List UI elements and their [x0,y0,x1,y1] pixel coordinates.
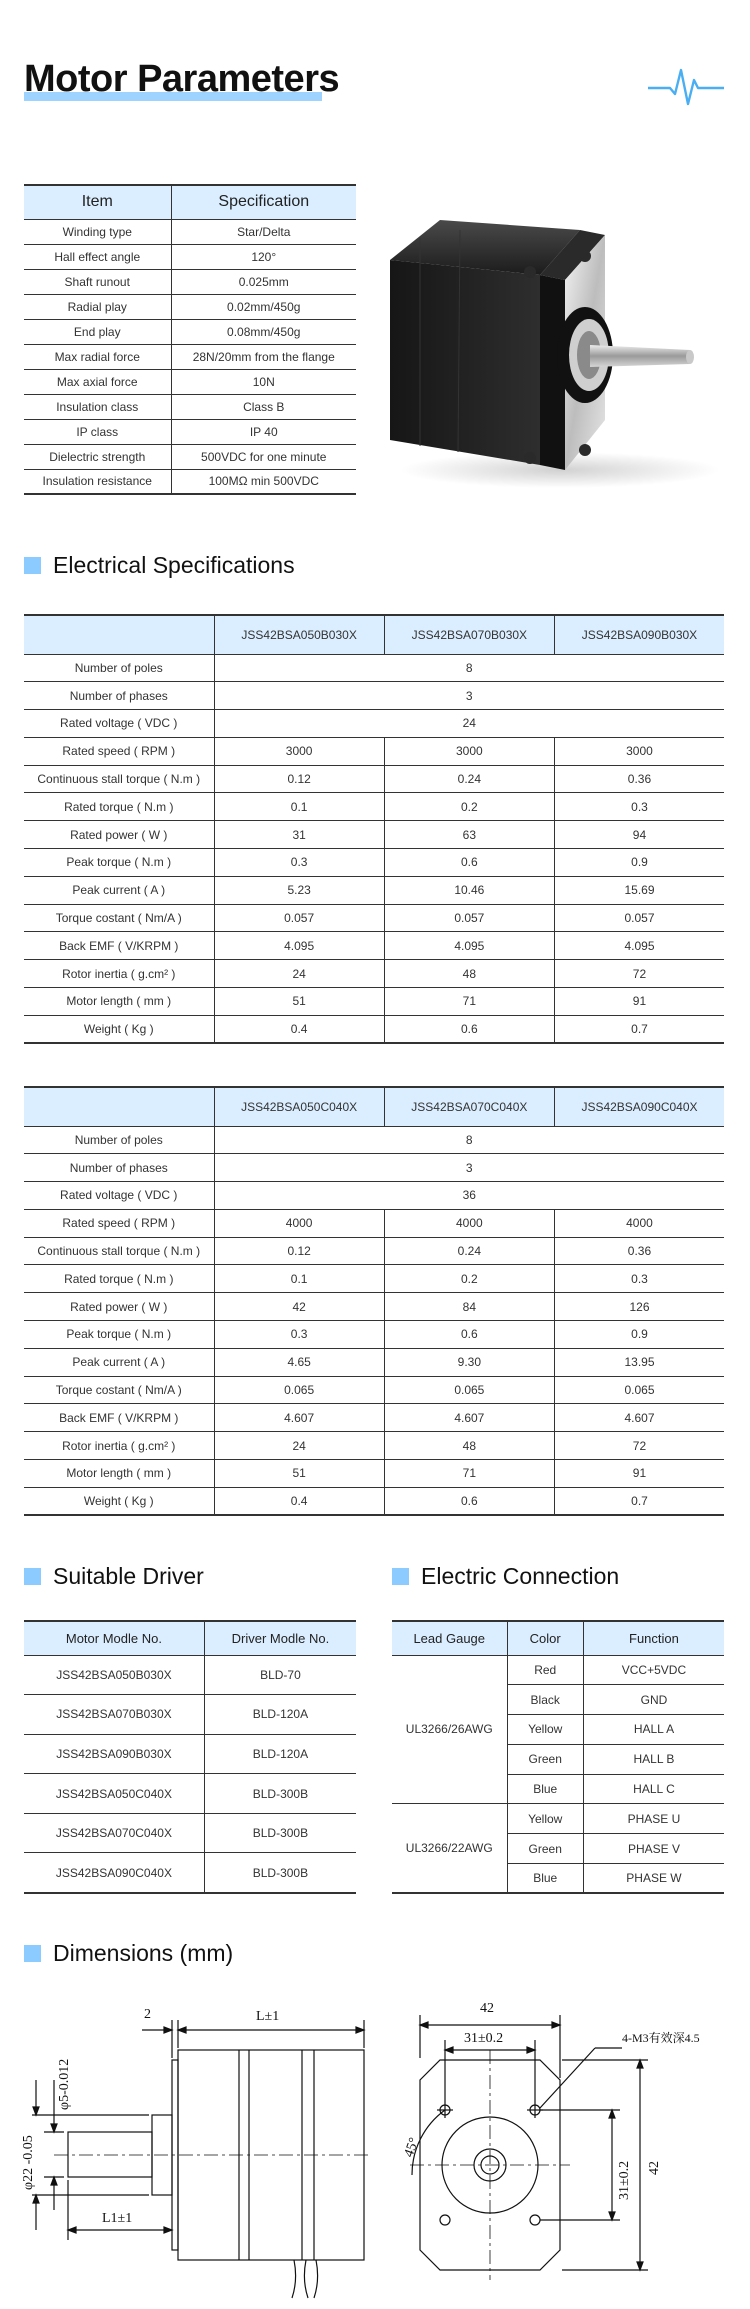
spec-value: 4000 [554,1209,724,1237]
spec-value: 126 [554,1293,724,1321]
motor-model: JSS42BSA070B030X [24,1695,204,1735]
parameter-row [24,444,356,469]
spec-label: Rated voltage ( VDC ) [24,1182,214,1210]
motor-model: JSS42BSA050B030X [24,1655,204,1695]
driver-model: BLD-300B [204,1853,356,1893]
spec-row [24,849,724,877]
motor-model: JSS42BSA090C040X [24,1853,204,1893]
spec-value: 4000 [214,1209,384,1237]
dim-boss-diameter: φ22 -0.05 [21,2135,36,2190]
spec-value: 24 [214,710,724,738]
heading-marker [24,1945,41,1962]
spec-row [24,1237,724,1265]
spec-value: 0.24 [384,765,554,793]
wire-function: HALL C [583,1774,724,1804]
wire-color: Green [507,1834,583,1864]
spec-row [24,1487,724,1515]
spec-label: Rated torque ( N.m ) [24,793,214,821]
spec-value: 4.607 [214,1404,384,1432]
spec-value: 0.24 [384,1237,554,1265]
column-header-driver-model: Driver Modle No. [204,1621,356,1655]
electrical-spec-table-b030x [24,614,724,1044]
dim-shaft-length: L1±1 [102,2211,133,2226]
spec-label: Number of phases [24,682,214,710]
dim-length: L±1 [256,2009,280,2024]
spec-value: 48 [384,960,554,988]
spec-label: Peak torque ( N.m ) [24,849,214,877]
spec-label: Rated voltage ( VDC ) [24,710,214,738]
spec-row [24,988,724,1016]
wire-function: PHASE W [583,1864,724,1894]
column-header-item: Item [24,185,171,219]
parameter-row [24,319,356,344]
spec-value: 0.9 [554,1321,724,1349]
spec-row [24,960,724,988]
spec-value: 42 [214,1293,384,1321]
spec-label: Continuous stall torque ( N.m ) [24,1237,214,1265]
spec-value: 0.4 [214,1487,384,1515]
wire-function: HALL A [583,1715,724,1745]
wire-function: PHASE V [583,1834,724,1864]
parameter-spec: 28N/20mm from the flange [171,344,356,369]
spec-row [24,793,724,821]
spec-value: 0.3 [554,1265,724,1293]
connection-row [392,1804,724,1834]
spec-value: 0.6 [384,849,554,877]
model-header: JSS42BSA070C040X [384,1087,554,1126]
driver-row [24,1655,356,1695]
spec-value: 3 [214,1154,724,1182]
parameter-spec: 0.02mm/450g [171,294,356,319]
empty-header-cell [24,1087,214,1126]
motor-parameters-table [24,184,356,495]
spec-value: 4.65 [214,1348,384,1376]
driver-model: BLD-120A [204,1695,356,1735]
electrical-specifications-heading [24,552,295,579]
spec-value: 4000 [384,1209,554,1237]
parameter-row [24,269,356,294]
wire-function: GND [583,1685,724,1715]
motor-model: JSS42BSA090B030X [24,1734,204,1774]
parameter-item: Max axial force [24,369,171,394]
heading-marker [392,1568,409,1585]
dim-hole-spacing: 31±0.2 [464,2031,504,2046]
spec-row [24,876,724,904]
parameter-item: Shaft runout [24,269,171,294]
side-view-drawing [21,1990,374,2295]
spec-value: 91 [554,988,724,1016]
spec-value: 0.2 [384,793,554,821]
parameter-row [24,344,356,369]
model-header: JSS42BSA050C040X [214,1087,384,1126]
driver-row [24,1695,356,1735]
spec-label: Peak torque ( N.m ) [24,1321,214,1349]
spec-value: 0.1 [214,793,384,821]
spec-value: 0.6 [384,1487,554,1515]
parameter-spec: Class B [171,394,356,419]
suitable-driver-heading [24,1563,204,1590]
column-header-specification: Specification [171,185,356,219]
spec-value: 84 [384,1293,554,1321]
heading-marker [24,1568,41,1585]
wire-color: Yellow [507,1804,583,1834]
spec-value: 0.12 [214,1237,384,1265]
spec-value: 0.3 [214,849,384,877]
parameter-spec: 500VDC for one minute [171,444,356,469]
spec-label: Motor length ( mm ) [24,988,214,1016]
spec-value: 0.057 [554,904,724,932]
spec-value: 0.6 [384,1015,554,1043]
parameter-row [24,419,356,444]
electrical-spec-table-c040x [24,1086,724,1516]
driver-row [24,1853,356,1893]
driver-row [24,1813,356,1853]
spec-value: 48 [384,1432,554,1460]
spec-value: 72 [554,1432,724,1460]
suitable-driver-table [24,1620,356,1894]
parameter-row [24,244,356,269]
spec-value: 0.1 [214,1265,384,1293]
spec-row [24,1376,724,1404]
spec-value: 10.46 [384,876,554,904]
spec-row [24,1154,724,1182]
spec-value: 0.057 [384,904,554,932]
spec-row [24,1293,724,1321]
dim-angle: 45° [401,2135,423,2160]
parameter-item: Max radial force [24,344,171,369]
parameter-item: Hall effect angle [24,244,171,269]
parameter-spec: 0.025mm [171,269,356,294]
driver-row [24,1734,356,1774]
spec-value: 4.095 [384,932,554,960]
heading-text: Dimensions (mm) [53,1940,234,1966]
spec-value: 72 [554,960,724,988]
driver-row [24,1774,356,1814]
parameter-spec: 10N [171,369,356,394]
spec-label: Rated torque ( N.m ) [24,1265,214,1293]
dim-mounting-holes: 4-M3有效深4.5 [622,2031,700,2045]
heading-text: Electrical Specifications [53,552,295,578]
electric-connection-table [392,1620,724,1894]
dim-height: 42 [647,2161,662,2175]
spec-label: Number of phases [24,1154,214,1182]
wire-color: Black [507,1685,583,1715]
parameter-spec: 100MΩ min 500VDC [171,469,356,494]
spec-label: Torque costant ( Nm/A ) [24,1376,214,1404]
spec-value: 94 [554,821,724,849]
driver-model: BLD-300B [204,1774,356,1814]
driver-model: BLD-300B [204,1813,356,1853]
dim-shaft-diameter: φ5-0.012 [57,2058,72,2110]
spec-value: 36 [214,1182,724,1210]
dim-flange-thickness: 2 [144,2007,151,2022]
dimensions-heading [24,1940,233,1967]
spec-row [24,1432,724,1460]
parameter-spec: Star/Delta [171,219,356,244]
heading-text: Electric Connection [421,1563,620,1589]
spec-value: 0.7 [554,1015,724,1043]
spec-row [24,1460,724,1488]
spec-value: 0.12 [214,765,384,793]
spec-value: 3 [214,682,724,710]
empty-header-cell [24,615,214,654]
spec-row [24,1182,724,1210]
spec-value: 71 [384,988,554,1016]
spec-row [24,1321,724,1349]
column-header-motor-model: Motor Modle No. [24,1621,204,1655]
spec-value: 0.3 [554,793,724,821]
wire-function: PHASE U [583,1804,724,1834]
heading-text: Suitable Driver [53,1563,204,1589]
driver-model: BLD-120A [204,1734,356,1774]
page-title: Motor Parameters [24,58,340,100]
spec-value: 0.36 [554,765,724,793]
spec-value: 71 [384,1460,554,1488]
spec-label: Rotor inertia ( g.cm² ) [24,960,214,988]
wire-function: VCC+5VDC [583,1655,724,1685]
spec-value: 51 [214,1460,384,1488]
wire-color: Blue [507,1774,583,1804]
spec-value: 4.095 [554,932,724,960]
spec-label: Rated speed ( RPM ) [24,1209,214,1237]
spec-label: Rated speed ( RPM ) [24,737,214,765]
spec-value: 63 [384,821,554,849]
spec-row [24,932,724,960]
spec-value: 4.607 [554,1404,724,1432]
lead-gauge: UL3266/22AWG [392,1804,507,1893]
spec-value: 3000 [384,737,554,765]
parameter-item: Insulation class [24,394,171,419]
spec-value: 0.4 [214,1015,384,1043]
model-header: JSS42BSA090B030X [554,615,724,654]
spec-row [24,1126,724,1154]
spec-row [24,765,724,793]
wire-color: Yellow [507,1715,583,1745]
wire-function: HALL B [583,1744,724,1774]
spec-value: 91 [554,1460,724,1488]
spec-label: Back EMF ( V/KRPM ) [24,932,214,960]
electric-connection-heading [392,1563,619,1590]
motor-model: JSS42BSA050C040X [24,1774,204,1814]
heading-marker [24,557,41,574]
spec-value: 0.6 [384,1321,554,1349]
driver-model: BLD-70 [204,1655,356,1695]
spec-value: 8 [214,654,724,682]
spec-value: 51 [214,988,384,1016]
spec-row [24,682,724,710]
front-view-drawing [390,1990,740,2295]
spec-row [24,1404,724,1432]
spec-value: 0.065 [384,1376,554,1404]
dim-width: 42 [480,2001,494,2016]
column-header-color: Color [507,1621,583,1655]
spec-row [24,710,724,738]
parameter-item: Radial play [24,294,171,319]
spec-label: Back EMF ( V/KRPM ) [24,1404,214,1432]
dim-hole-spacing-vertical: 31±0.2 [617,2160,632,2200]
spec-row [24,821,724,849]
wire-color: Green [507,1744,583,1774]
spec-value: 24 [214,960,384,988]
spec-value: 15.69 [554,876,724,904]
spec-label: Number of poles [24,654,214,682]
spec-label: Rated power ( W ) [24,1293,214,1321]
pulse-wave-icon [648,64,724,108]
parameter-item: Insulation resistance [24,469,171,494]
model-header: JSS42BSA090C040X [554,1087,724,1126]
spec-label: Number of poles [24,1126,214,1154]
spec-label: Torque costant ( Nm/A ) [24,904,214,932]
motor-model: JSS42BSA070C040X [24,1813,204,1853]
spec-value: 31 [214,821,384,849]
spec-row [24,1015,724,1043]
model-header: JSS42BSA070B030X [384,615,554,654]
parameter-item: Winding type [24,219,171,244]
parameter-row [24,294,356,319]
parameter-row [24,219,356,244]
parameter-spec: 120° [171,244,356,269]
spec-value: 9.30 [384,1348,554,1376]
parameter-row [24,369,356,394]
spec-label: Weight ( Kg ) [24,1015,214,1043]
spec-label: Weight ( Kg ) [24,1487,214,1515]
spec-row [24,904,724,932]
spec-label: Peak current ( A ) [24,1348,214,1376]
spec-label: Motor length ( mm ) [24,1460,214,1488]
motor-photo [380,200,725,500]
spec-label: Continuous stall torque ( N.m ) [24,765,214,793]
spec-label: Rated power ( W ) [24,821,214,849]
parameter-spec: IP 40 [171,419,356,444]
spec-value: 0.36 [554,1237,724,1265]
spec-value: 24 [214,1432,384,1460]
parameter-row [24,469,356,494]
spec-value: 0.7 [554,1487,724,1515]
wire-color: Blue [507,1864,583,1894]
parameter-spec: 0.08mm/450g [171,319,356,344]
spec-value: 8 [214,1126,724,1154]
spec-row [24,1348,724,1376]
parameter-row [24,394,356,419]
spec-row [24,737,724,765]
spec-value: 0.2 [384,1265,554,1293]
connection-row [392,1655,724,1685]
spec-value: 13.95 [554,1348,724,1376]
spec-row [24,1265,724,1293]
lead-gauge: UL3266/26AWG [392,1655,507,1804]
spec-value: 4.095 [214,932,384,960]
parameter-item: End play [24,319,171,344]
column-header-lead-gauge: Lead Gauge [392,1621,507,1655]
spec-value: 0.057 [214,904,384,932]
spec-value: 0.3 [214,1321,384,1349]
spec-label: Peak current ( A ) [24,876,214,904]
spec-value: 3000 [554,737,724,765]
spec-value: 0.065 [554,1376,724,1404]
wire-color: Red [507,1655,583,1685]
spec-row [24,654,724,682]
spec-value: 5.23 [214,876,384,904]
spec-value: 0.065 [214,1376,384,1404]
column-header-function: Function [583,1621,724,1655]
spec-value: 0.9 [554,849,724,877]
spec-value: 4.607 [384,1404,554,1432]
spec-label: Rotor inertia ( g.cm² ) [24,1432,214,1460]
model-header: JSS42BSA050B030X [214,615,384,654]
parameter-item: Dielectric strength [24,444,171,469]
spec-value: 3000 [214,737,384,765]
spec-row [24,1209,724,1237]
parameter-item: IP class [24,419,171,444]
